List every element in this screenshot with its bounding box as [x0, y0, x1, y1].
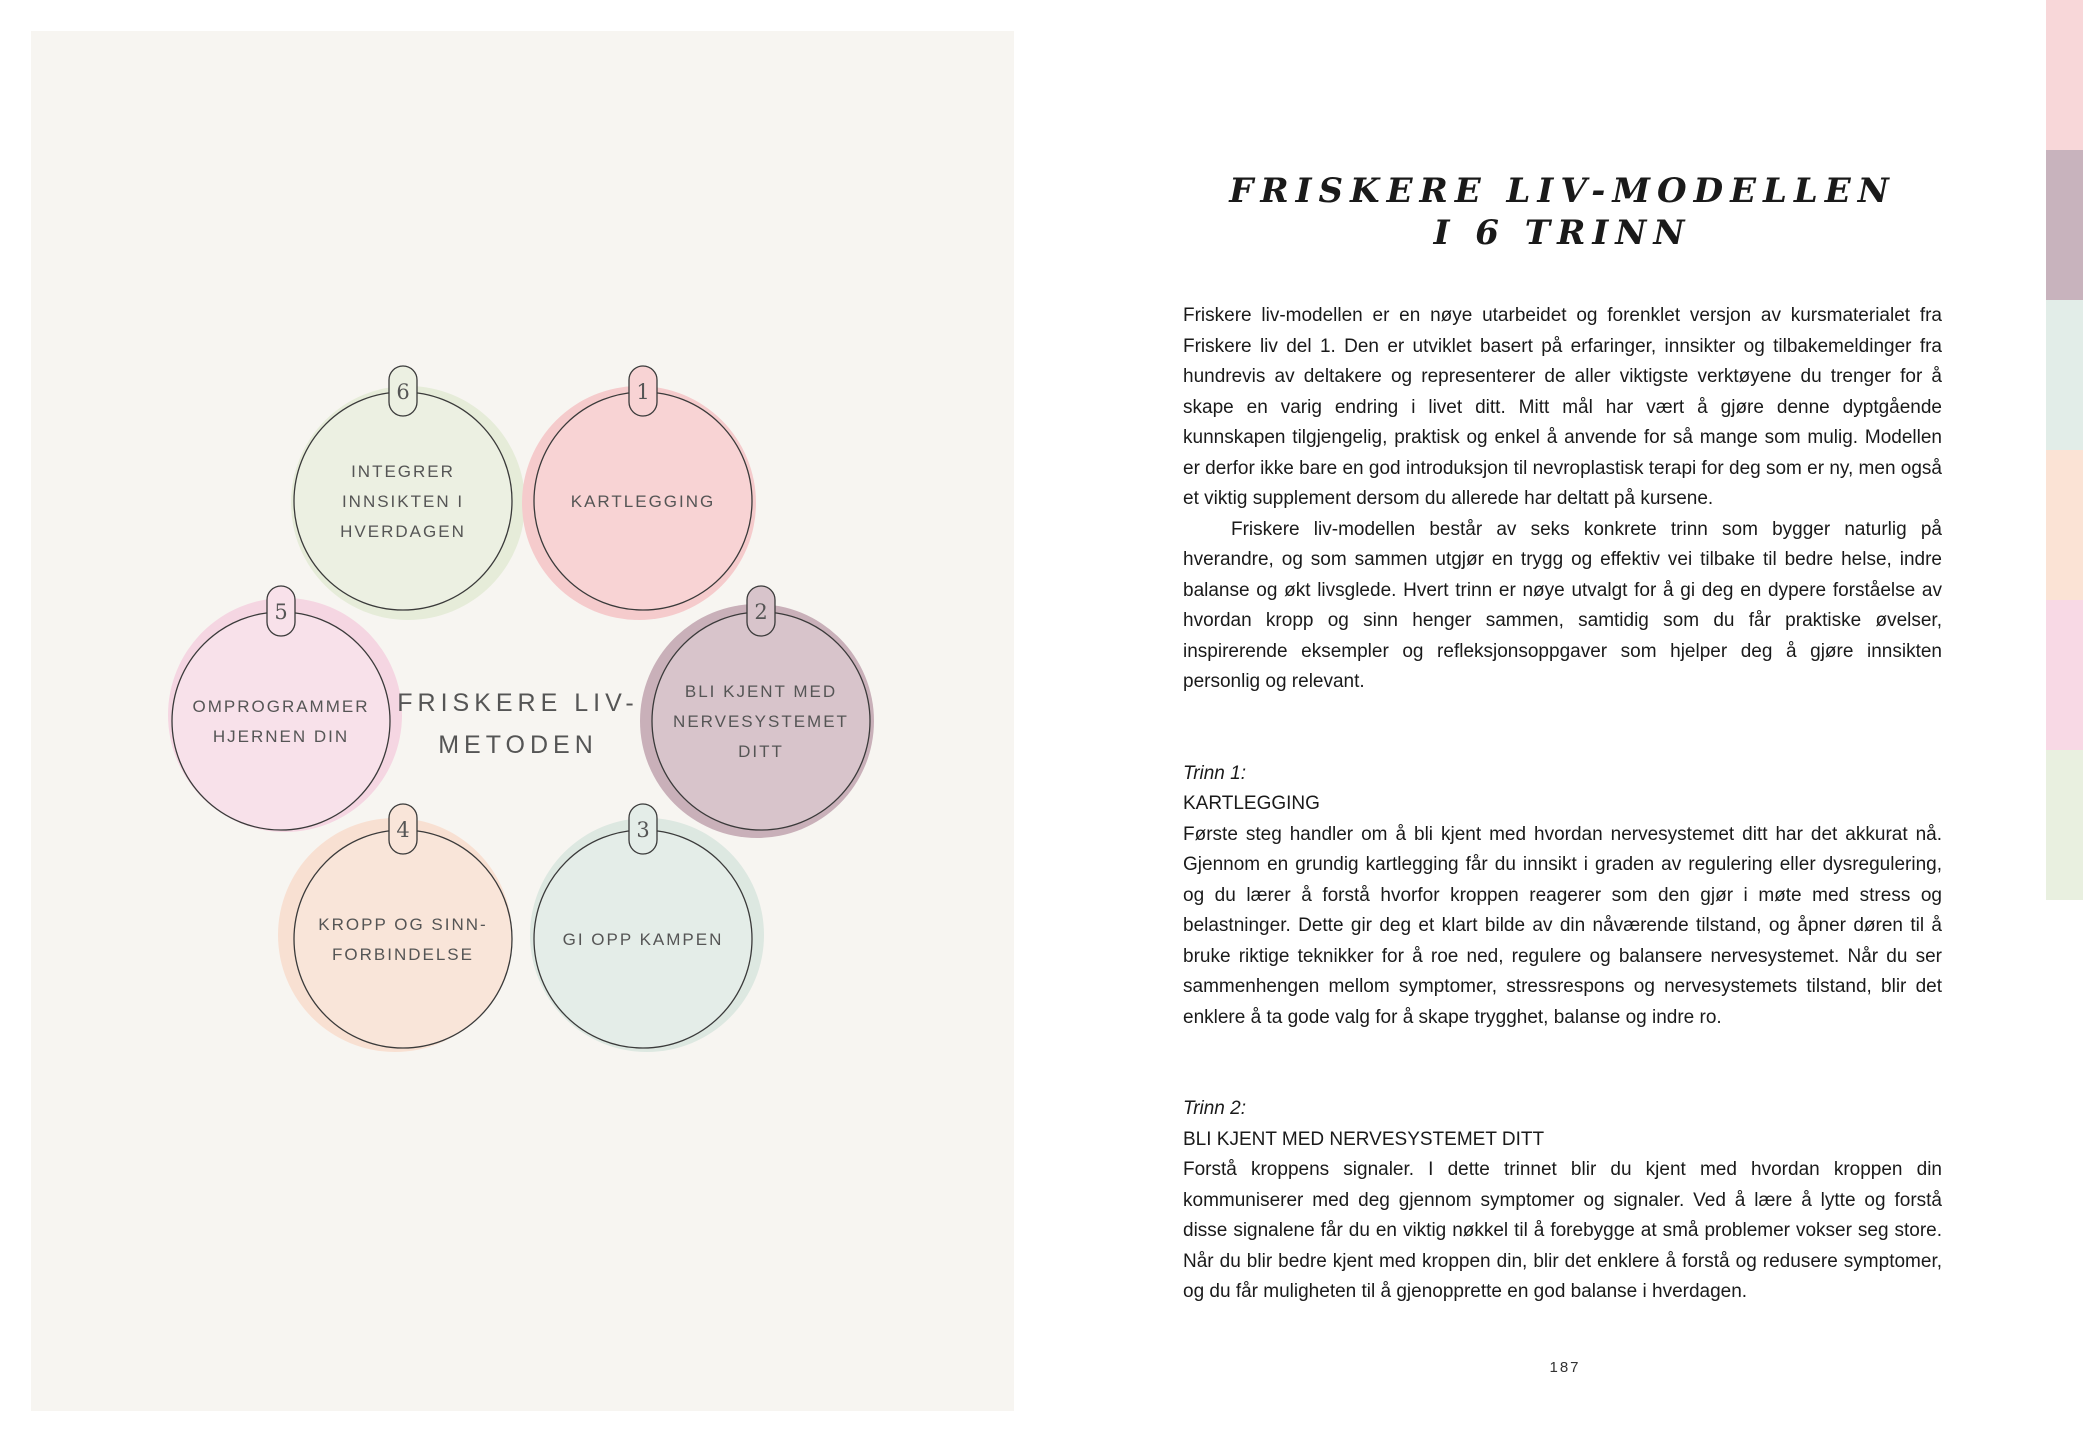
step-circle — [168, 586, 402, 832]
step-circle-label: HVERDAGEN — [340, 522, 466, 541]
chapter-tab — [2046, 150, 2083, 300]
diagram-center-title-line1: FRISKERE LIV- — [397, 689, 639, 717]
page-title-line1: FRISKERE LIV-MODELLEN — [1229, 171, 1896, 211]
chapter-tab — [2046, 600, 2083, 750]
step-heading: KARTLEGGING — [1183, 793, 1320, 814]
page-number: 187 — [1549, 1359, 1581, 1376]
page-title-line2: I 6 TRINN — [1433, 213, 1692, 253]
step-body: Forstå kroppens signaler. I dette trinnet blir du kjent med hvordan kroppen din kommuniserer med deg gjennom symptomer og signaler. Ved å lære å lytte og forstå disse signalene får du en viktig nøkkel til å forebygge at små problemer vokser seg store. Når du blir bedre kjent med kroppen din, blir det enklere å forstå og redusere symptomer, og du får muligheten til å gjenopprette en god balanse i hverdagen. — [1183, 1159, 1942, 1302]
step-heading: BLI KJENT MED NERVESYSTEMET DITT — [1183, 1128, 1545, 1150]
step-section — [1183, 1094, 1942, 1308]
step-circle — [522, 366, 756, 620]
step-label: Trinn 2: — [1183, 1098, 1247, 1119]
step-circle-label: DITT — [738, 742, 784, 761]
step-circle-label: FORBINDELSE — [332, 945, 474, 964]
step-body: Første steg handler om å bli kjent med hvordan nervesystemet ditt har det akkurat nå. Gjennom en grundig kartlegging får du innsikt i graden av regulering eller dysregulering, og du lærer å forstå hvorfor kroppen reagerer som den gjør i møte med stress og belastninger. Dette gir deg et klart bilde av din nåværende tilstand, og åpner døren til å bruke riktige teknikker for å roe ned, regulere og balansere nervesystemet. Når du ser sammenhengen mellom symptomer, stressrespons og nervesystemets tilstand, blir det enklere å ta gode valg for å skape trygghet, balanse og indre ro. — [1183, 823, 1942, 1028]
step-circle — [640, 586, 874, 838]
chapter-tab — [2046, 750, 2083, 900]
step-circle-label: GI OPP KAMPEN — [562, 930, 724, 949]
chapter-tab — [2046, 450, 2083, 600]
step-number: 4 — [396, 818, 410, 842]
friskere-liv-diagram — [31, 31, 1014, 1411]
step-circle-label: BLI KJENT MED — [684, 682, 838, 701]
step-number: 2 — [754, 600, 768, 624]
page-title — [1183, 170, 1942, 254]
step-section — [1183, 759, 1942, 1034]
step-circle — [291, 366, 525, 620]
step-circle — [530, 804, 764, 1052]
step-circle-label: HJERNEN DIN — [212, 727, 350, 746]
diagram-panel — [31, 31, 1014, 1411]
intro-paragraph: Friskere liv-modellen er en nøye utarbeidet og forenklet versjon av kursmaterialet fra Friskere liv del 1. Den er utviklet basert på erfaringer, innsikter og tilbakemeldinger fra hundrevis av deltakere og representerer de aller viktigste verktøyene du trenger for å skape en varig endring i livet ditt. Mitt mål har vært å gjøre denne dyptgående kunnskapen tilgjengelig, praktisk og enkel å anvende for så mange som mulig. Modellen er derfor ikke bare en god introduksjon til nevroplastisk terapi for deg som er ny, men også et viktig supplement dersom du allerede har deltatt på kursene. — [1183, 305, 1942, 509]
step-circle-label: NERVESYSTEMET — [673, 712, 849, 731]
chapter-tab — [2046, 300, 2083, 450]
step-number: 1 — [636, 380, 650, 404]
text-page — [1183, 170, 1942, 1308]
step-circle-label: INTEGRER — [351, 462, 455, 481]
step-number: 5 — [274, 600, 288, 624]
step-circle-label: KARTLEGGING — [570, 492, 716, 511]
step-circle-ring — [294, 830, 512, 1048]
diagram-center-title-line2: METODEN — [438, 731, 598, 759]
step-circle-ring — [172, 612, 390, 830]
step-circle — [278, 804, 512, 1052]
step-circle-label: KROPP OG SINN- — [318, 915, 488, 934]
step-number: 6 — [396, 380, 410, 404]
step-circle-label: OMPROGRAMMER — [192, 697, 370, 716]
step-circle-label: INNSIKTEN I — [341, 492, 465, 511]
chapter-tab — [2046, 0, 2083, 150]
step-label: Trinn 1: — [1183, 762, 1247, 784]
intro-paragraph: Friskere liv-modellen består av seks konkrete trinn som bygger naturlig på hverandre, og som sammen utgjør en trygg og effektiv vei tilbake til bedre helse, indre balanse og økt livsglede. Hvert trinn er nøye utvalgt for å gi deg en dypere forståelse av hvordan kropp og sinn henger sammen, samtidig som du får praktiske øvelser, inspirerende eksempler og refleksjonsoppgaver som hjelper deg å gjøre innsikten personlig og relevant. — [1183, 518, 1942, 692]
chapter-tabs — [2046, 0, 2083, 904]
step-number: 3 — [636, 818, 650, 842]
